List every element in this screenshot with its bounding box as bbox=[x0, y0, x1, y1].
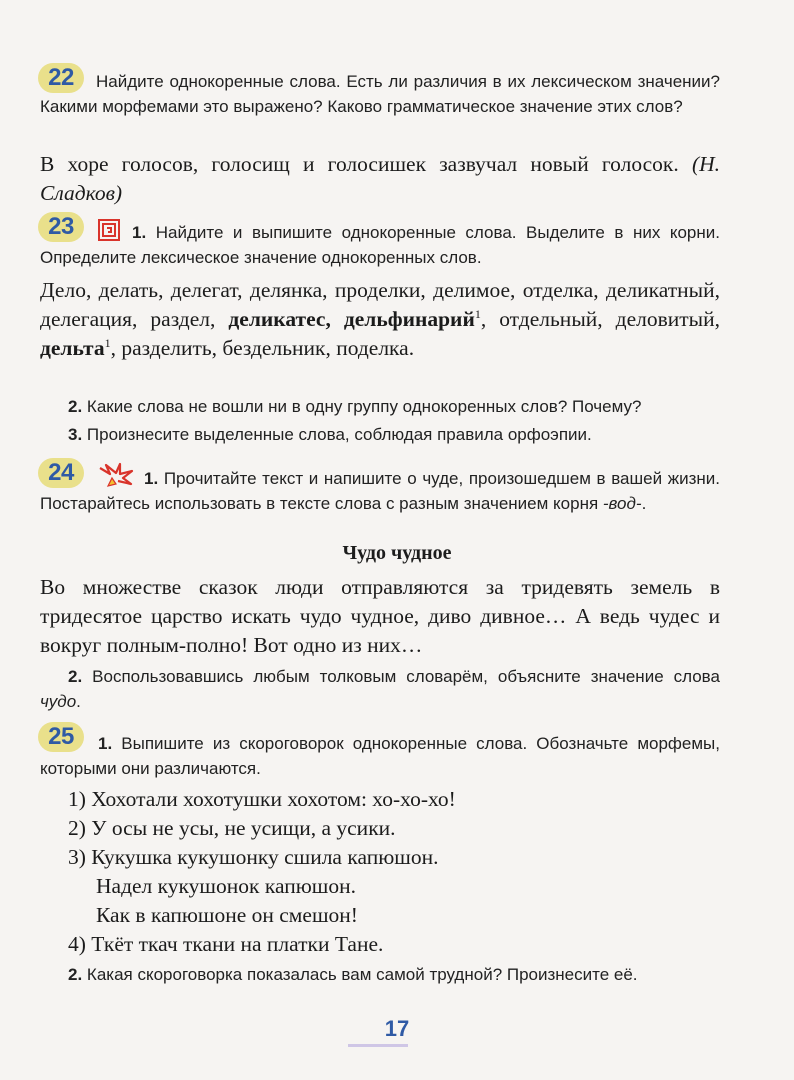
page-number: 17 bbox=[384, 1016, 410, 1041]
tongue-twister-line: 4) Ткёт ткач ткани на платки Тане. bbox=[68, 932, 384, 956]
task-23-part3 bbox=[68, 422, 728, 447]
task-22-instruction bbox=[40, 69, 720, 119]
footnote-marker-2: 1 bbox=[104, 335, 111, 350]
task-24-part2-number: 2. bbox=[68, 667, 83, 686]
task-24-root: -вод- bbox=[602, 494, 642, 513]
task-24-part1 bbox=[40, 466, 720, 516]
task-23-part1-text: Найдите и выпишите однокоренные слова. Выделите в них корни. Определите лексическое значение однокоренных слов. bbox=[40, 223, 720, 267]
task-22-quote: В хоре голосов, голосищ и голосишек зазвучал новый голосок. bbox=[40, 152, 679, 176]
task-25-part2 bbox=[40, 962, 720, 987]
task-24-text: Во множестве сказок люди отправляются за тридевять земель в тридесятое царство искать чудо чудное, диво дивное… А ведь чудес и вокруг полным-полно! Вот одно из них… bbox=[40, 575, 720, 657]
word-separator: , bbox=[325, 307, 344, 331]
task-number-22: 22 bbox=[38, 63, 84, 93]
task-23-part2-number: 2. bbox=[68, 397, 83, 416]
tongue-twister-line: 3) Кукушка кукушонку сшила капюшон. bbox=[68, 845, 439, 869]
task-25-part1 bbox=[40, 731, 720, 781]
task-24-part1-end: . bbox=[641, 494, 647, 513]
task-24-part1-text: Прочитайте текст и напишите о чуде, произошедшем в вашей жизни. Постарайтесь использовать в тексте слова с разным значением корня bbox=[40, 469, 720, 513]
task-25-part1-text: Выпишите из скороговорок однокоренные слова. Обозначьте морфемы, которыми они различаются. bbox=[40, 734, 720, 778]
word-delikates: деликатес bbox=[228, 307, 326, 331]
task-24-part2-end: . bbox=[76, 692, 81, 711]
task-24-part2 bbox=[40, 664, 720, 714]
word-delta: дельта bbox=[40, 336, 105, 360]
task-23-part3-text: Произнесите выделенные слова, соблюдая правила орфоэпии. bbox=[86, 425, 592, 444]
task-23-part1 bbox=[40, 220, 720, 270]
task-number-25: 25 bbox=[38, 722, 84, 752]
task-25-part2-text: Какая скороговорка показалась вам самой трудной? Произнесите её. bbox=[86, 965, 638, 984]
task-23-part2-text: Какие слова не вошли ни в одну группу однокоренных слов? Почему? bbox=[86, 397, 642, 416]
task-22-text bbox=[40, 150, 720, 208]
task-24-part2-text: Воспользовавшись любым толковым словарём, объясните значение слова bbox=[92, 667, 720, 686]
footnote-marker-1: 1 bbox=[474, 306, 481, 321]
task-23-word-list bbox=[40, 276, 720, 363]
word-list-part-c: , отдельный, деловитый, bbox=[480, 307, 720, 331]
task-22-author: (Н. Сладков) bbox=[40, 152, 720, 205]
task-23-part3-number: 3. bbox=[68, 425, 83, 444]
task-23-part2 bbox=[68, 394, 728, 419]
tongue-twister-line: Надел кукушонок капюшон. bbox=[96, 874, 356, 898]
tongue-twister-line: 1) Хохотали хохотушки хохотом: хо-хо-хо! bbox=[68, 787, 456, 811]
task-number-23: 23 bbox=[38, 212, 84, 242]
word-list-part-a: Дело, делать, делегат, делянка, проделки, делимое, отделка, деликатный, делегация, раздел, bbox=[40, 278, 720, 331]
task-25-part2-number: 2. bbox=[68, 965, 83, 984]
task-23-part1-number: 1. bbox=[132, 223, 147, 242]
page-number-underline bbox=[348, 1044, 408, 1047]
word-list-part-e: , разделить, бездельник, поделка. bbox=[110, 336, 415, 360]
task-25-part1-number: 1. bbox=[98, 734, 113, 753]
word-delfinariy: дельфинарий bbox=[343, 307, 475, 331]
task-24-part1-number: 1. bbox=[144, 469, 159, 488]
text-title: Чудо чудное bbox=[342, 542, 452, 564]
task-22-instruction-text: Найдите однокоренные слова. Есть ли различия в их лексическом значении? Какими морфемами это выражено? Каково грамматическое значение этих слов? bbox=[40, 72, 720, 116]
tongue-twister-line: 2) У осы не усы, не усищи, а усики. bbox=[68, 816, 396, 840]
tongue-twister-line: Как в капюшоне он смешон! bbox=[96, 903, 358, 927]
task-number-24: 24 bbox=[38, 458, 84, 488]
task-24-word-chudo: чудо bbox=[40, 692, 77, 711]
